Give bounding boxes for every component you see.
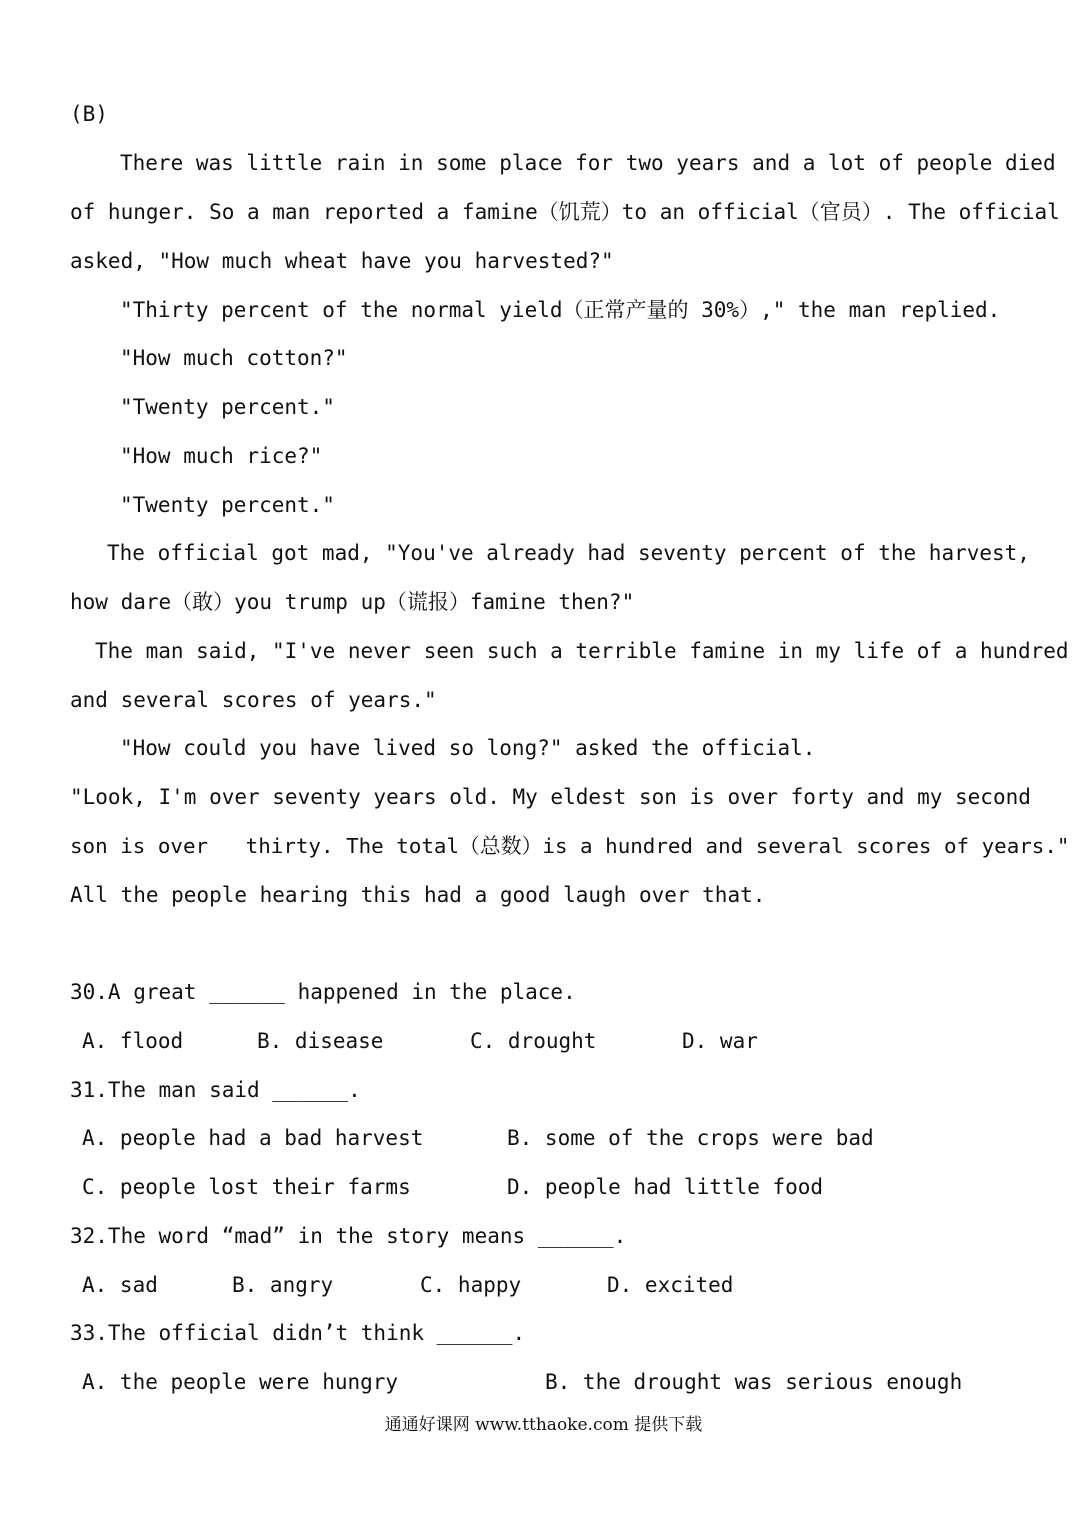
question-33-options xyxy=(0,1368,963,1396)
question-30-stem: 30.A great ______ happened in the place. xyxy=(70,980,576,1004)
question-31-options-row-1 xyxy=(0,1124,874,1152)
passage-line: "Thirty percent of the normal yield（正常产量的 30%）," the man replied. xyxy=(120,298,1001,322)
option-d[interactable]: D. war xyxy=(682,1029,758,1053)
passage-line: "How could you have lived so long?" asked the official. xyxy=(120,736,816,760)
section-label: (B) xyxy=(70,102,108,126)
passage-line: "Look, I'm over seventy years old. My eldest son is over forty and my second xyxy=(70,785,1031,809)
passage-line: and several scores of years." xyxy=(70,688,437,712)
option-a[interactable]: A. the people were hungry xyxy=(82,1370,399,1394)
option-b[interactable]: B. angry xyxy=(232,1273,334,1297)
passage-line: "Twenty percent." xyxy=(120,395,335,419)
passage-line: "Twenty percent." xyxy=(120,493,335,517)
option-c[interactable]: C. drought xyxy=(470,1029,597,1053)
passage-line: There was little rain in some place for two years and a lot of people died xyxy=(120,151,1056,175)
passage-line: asked, "How much wheat have you harvested?" xyxy=(70,249,614,273)
option-a[interactable]: A. people had a bad harvest xyxy=(82,1126,424,1150)
passage-line: The man said, "I've never seen such a terrible famine in my life of a hundred xyxy=(95,639,1069,663)
passage-line: The official got mad, "You've already had seventy percent of the harvest, xyxy=(107,541,1030,565)
page-footer: 通通好课网 www.tthaoke.com 提供下载 xyxy=(384,1415,703,1435)
question-31-stem: 31.The man said ______. xyxy=(70,1078,361,1102)
option-b[interactable]: B. some of the crops were bad xyxy=(507,1126,874,1150)
option-b[interactable]: B. disease xyxy=(257,1029,384,1053)
option-c[interactable]: C. happy xyxy=(420,1273,522,1297)
question-33-stem: 33.The official didn’t think ______. xyxy=(70,1321,526,1345)
option-c[interactable]: C. people lost their farms xyxy=(82,1175,411,1199)
question-32-options xyxy=(0,1271,734,1299)
passage-line: of hunger. So a man reported a famine（饥荒）to an official（官员）. The official xyxy=(70,200,1060,224)
passage-line: "How much rice?" xyxy=(120,444,323,468)
question-31-options-row-2 xyxy=(0,1173,824,1201)
option-d[interactable]: D. people had little food xyxy=(507,1175,824,1199)
passage-line: "How much cotton?" xyxy=(120,346,348,370)
option-d[interactable]: D. excited xyxy=(607,1273,734,1297)
question-30-options xyxy=(0,1027,758,1055)
passage-line: All the people hearing this had a good laugh over that. xyxy=(70,883,766,907)
option-a[interactable]: A. sad xyxy=(82,1273,158,1297)
passage-line: son is over thirty. The total（总数）is a hundred and several scores of years." xyxy=(70,834,1070,858)
question-32-stem: 32.The word “mad” in the story means ______. xyxy=(70,1224,627,1248)
option-b[interactable]: B. the drought was serious enough xyxy=(545,1370,963,1394)
passage-line: how dare（敢）you trump up（谎报）famine then?" xyxy=(70,590,635,614)
option-a[interactable]: A. flood xyxy=(82,1029,184,1053)
